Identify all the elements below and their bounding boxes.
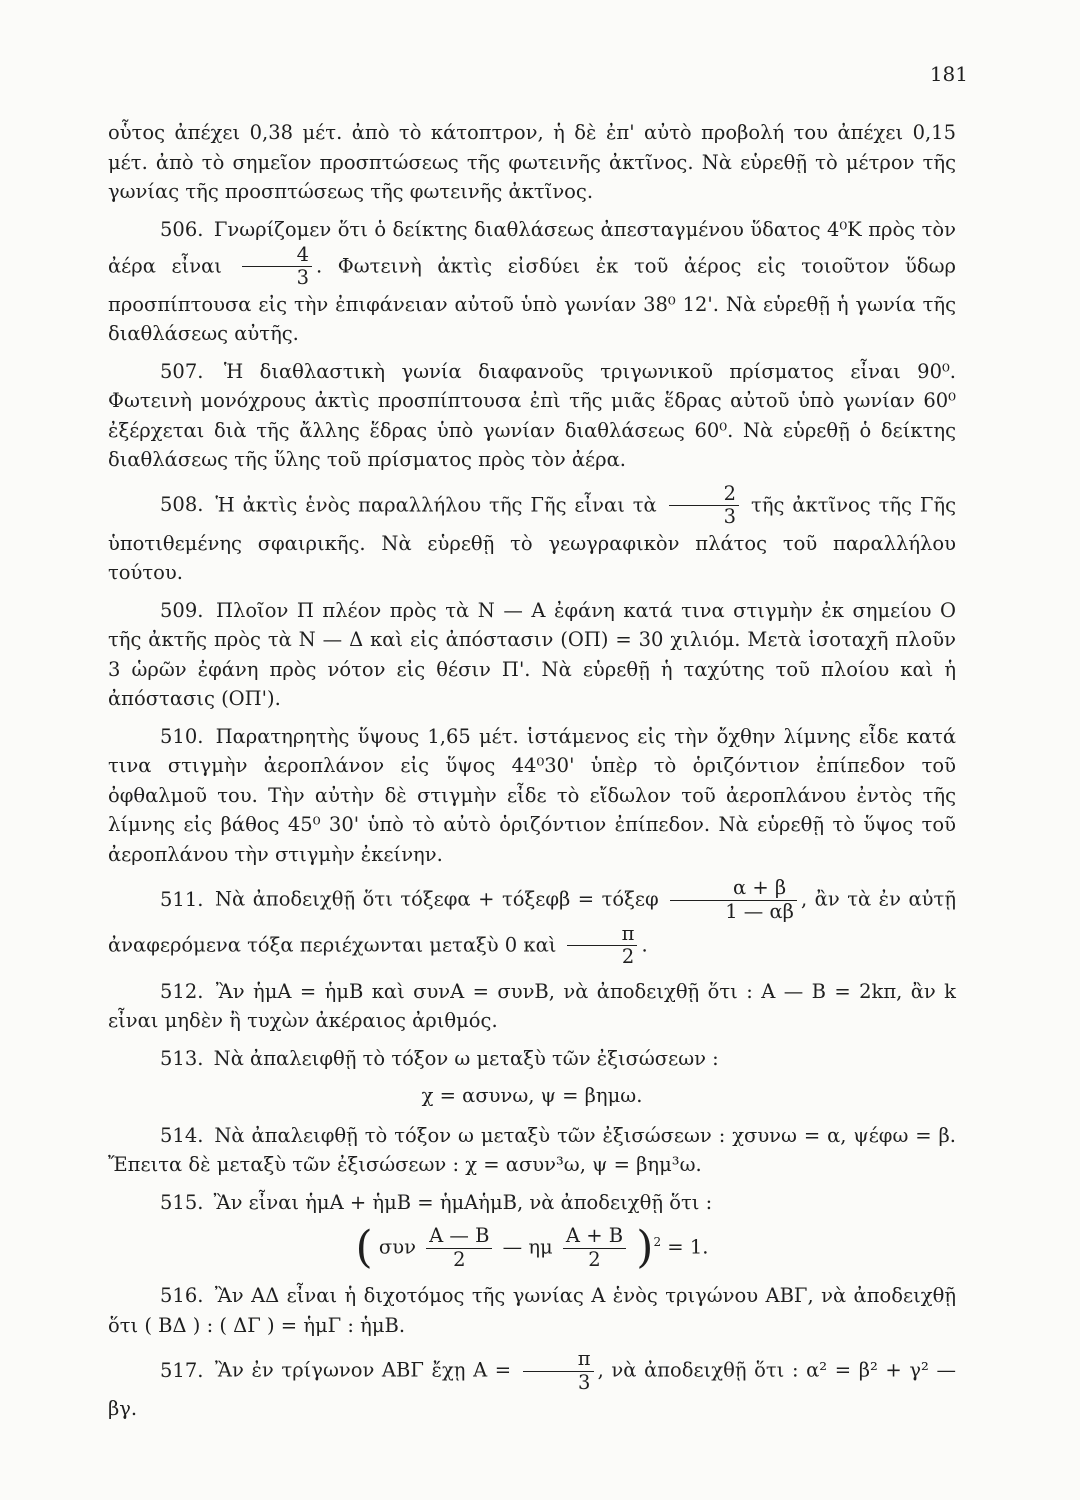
exercise-number: 507.	[160, 359, 204, 383]
exercise-text: Παρατηρητὴς ὕψους 1,65 μέτ. ἱστάμενος εἰς τὴν ὄχθην λίμνης εἶδε κατά τινα στιγμὴν ἀεροπλάνον εἰς ὕψος 44⁰30' ὑπὲρ τὸ ὁριζόντιον ἐπίπεδον τοῦ ὀφθαλμοῦ του. Τὴν αὐτὴν δὲ στιγμὴν εἶδε τὸ εἴδωλον τοῦ ἀεροπλάνου ἐντὸς τῆς λίμνης εἰς βάθος 45⁰ 30' ὑπὸ τὸ αὐτὸ ὁριζόντιον ἐπίπεδον. Νὰ εὑρεθῇ τὸ ὕψος τοῦ ἀεροπλάνου τὴν στιγμὴν ἐκείνην.	[108, 724, 956, 866]
exercise-515	[108, 1188, 956, 1218]
exercise-number: 514.	[160, 1123, 204, 1147]
exercise-text: Ἡ ἀκτὶς ἑνὸς παραλλήλου τῆς Γῆς εἶναι τὰ	[215, 493, 657, 517]
numerator: 2	[669, 483, 739, 506]
exercise-list	[108, 118, 956, 1432]
exercise-text: τῆς ἀκτῖνος τῆς Γῆς ὑποτιθεμένης σφαιρικῆς. Νὰ εὑρεθῇ τὸ γεωγραφικὸν πλάτος τοῦ παραλλήλου τούτου.	[108, 493, 957, 585]
exercise-507	[108, 357, 956, 475]
exercise-text: Νὰ ἀπαλειφθῇ τὸ τόξον ω μεταξὺ τῶν ἐξισώσεων :	[213, 1046, 719, 1070]
denominator: 3	[577, 1370, 591, 1394]
exercise-number: 512.	[160, 979, 204, 1003]
exercise-number: 517.	[160, 1358, 204, 1382]
numerator: Α — Β	[426, 1225, 492, 1248]
exercise-512	[108, 977, 956, 1036]
exercise-text: Ἂν ΑΔ εἶναι ἡ διχοτόμος τῆς γωνίας Α ἑνὸς τριγώνου ΑΒΓ, νὰ ἀποδειχθῇ ὅτι ( ΒΔ ) : ( ΔΓ ) = ἡμΓ : ἡμΒ.	[108, 1284, 956, 1337]
exercise-text: Ἂν εἶναι ἡμΑ + ἡμΒ = ἡμΑἡμΒ, νὰ ἀποδειχθῇ ὅτι :	[213, 1190, 713, 1214]
numerator: α + β	[670, 877, 797, 900]
equation-text: = 1.	[667, 1235, 709, 1259]
display-equation	[108, 1222, 956, 1274]
exercise-511	[108, 877, 956, 969]
equation-text: συν	[378, 1235, 416, 1259]
exercise-508	[108, 483, 956, 588]
fraction	[242, 244, 312, 290]
close-paren: )	[636, 1222, 654, 1274]
exercise-text: Πλοῖον Π πλέον πρὸς τὰ Ν — Α ἐφάνη κατά τινα στιγμὴν ἐκ σημείου Ο τῆς ἀκτῆς πρὸς τὰ Ν — Δ καὶ εἰς ἀπόστασιν (ΟΠ) = 30 χιλιόμ. Μετὰ ἰσοταχῆ πλοῦν 3 ὡρῶν ἐφάνη πρὸς νότον εἰς θέσιν Π'. Νὰ εὑρεθῇ ἡ ταχύτης τοῦ πλοίου καὶ ἡ ἀπόστασις (ΟΠ').	[108, 598, 956, 711]
exercise-text: , νὰ ἀποδειχθῇ ὅτι : α² = β² + γ² — βγ.	[108, 1358, 956, 1421]
exercise-513	[108, 1044, 956, 1074]
exercise-text: . Φωτεινὴ ἀκτὶς εἰσδύει ἐκ τοῦ ἀέρος εἰς τοιοῦτον ὕδωρ προσπίπτουσα εἰς τὴν ἐπιφάνειαν αὐτοῦ ὑπὸ γωνίαν 38⁰ 12'. Νὰ εὑρεθῇ ἡ γωνία τῆς διαθλάσεως αὐτῆς.	[108, 254, 956, 346]
numerator: 4	[242, 244, 312, 267]
denominator: 2	[588, 1247, 601, 1271]
exponent: 2	[653, 1235, 662, 1250]
denominator: 2	[453, 1247, 466, 1271]
exercise-text: Ἡ διαθλαστικὴ γωνία διαφανοῦς τριγωνικοῦ πρίσματος εἶναι 90⁰. Φωτεινὴ μονόχρους ἀκτὶς προσπίπτουσα ἐπὶ τῆς μιᾶς ἕδρας αὐτοῦ ὑπὸ γωνίαν 60⁰ ἐξέρχεται διὰ τῆς ἄλλης ἕδρας ὑπὸ γωνίαν διαθλάσεως 60⁰. Νὰ εὑρεθῇ ὁ δείκτης διαθλάσεως τῆς ὕλης τοῦ πρίσματος πρὸς τὸν ἀέρα.	[108, 359, 956, 472]
numerator: π	[567, 923, 638, 946]
fraction	[523, 1348, 594, 1394]
exercise-text: Νὰ ἀπαλειφθῇ τὸ τόξον ω μεταξὺ τῶν ἐξισώσεων : χσυνω = α, ψέφω = β. Ἔπειτα δὲ μεταξὺ τῶν ἐξισώσεων : χ = ασυν³ω, ψ = βημ³ω.	[108, 1123, 957, 1177]
exercise-517	[108, 1348, 956, 1423]
exercise-506	[108, 215, 956, 349]
fraction	[669, 483, 739, 529]
exercise-516	[108, 1281, 956, 1340]
exercise-text: Γνωρίζομεν ὅτι ὁ δείκτης διαθλάσεως ἀπεσταγμένου ὕδατος 4⁰Κ πρὸς τὸν ἀέρα εἶναι	[108, 217, 956, 278]
denominator: 2	[621, 945, 635, 969]
fraction	[670, 877, 797, 923]
fraction	[567, 923, 638, 969]
exercise-text: Ἂν ἡμΑ = ἡμΒ καὶ συνΑ = συνΒ, νὰ ἀποδειχθῇ ὅτι : Α — Β = 2kπ, ἂν k εἶναι μηδὲν ἢ τυχὼν ἀκέραιος ἀριθμός.	[108, 979, 956, 1033]
continued-paragraph: οὗτος ἀπέχει 0,38 μέτ. ἀπὸ τὸ κάτοπτρον, ἡ δὲ ἐπ' αὐτὸ προβολή του ἀπέχει 0,15 μέτ. ἀπὸ τὸ σημεῖον προσπτώσεως τῆς φωτεινῆς ἀκτῖνος. Νὰ εὑρεθῇ τὸ μέτρον τῆς γωνίας τῆς προσπτώσεως τῆς φωτεινῆς ἀκτῖνος.	[108, 121, 956, 203]
numerator: Α + Β	[563, 1225, 626, 1248]
exercise-509	[108, 596, 956, 714]
display-equation: χ = ασυνω, ψ = βημω.	[421, 1084, 643, 1108]
exercise-number: 511.	[160, 887, 204, 911]
exercise-text: Νὰ ἀποδειχθῇ ὅτι τόξεφα + τόξεφβ = τόξεφ	[214, 887, 659, 911]
fraction	[426, 1225, 492, 1271]
exercise-number: 509.	[160, 598, 204, 622]
denominator: 1 — αβ	[725, 899, 794, 923]
exercise-number: 513.	[160, 1046, 204, 1070]
exercise-number: 515.	[160, 1190, 204, 1214]
exercise-text: Ἂν ἐν τρίγωνον ΑΒΓ ἔχῃ Α =	[215, 1358, 512, 1382]
exercise-text: .	[641, 933, 648, 957]
denominator: 3	[723, 505, 737, 529]
exercise-number: 508.	[160, 493, 204, 517]
exercise-text: , ἂν τὰ ἐν αὐτῇ ἀναφερόμενα τόξα περιέχωνται μεταξὺ 0 καὶ	[108, 887, 957, 957]
numerator: π	[523, 1348, 594, 1371]
exercise-514	[108, 1121, 956, 1180]
page-number: 181	[929, 62, 968, 86]
equation-text: — ημ	[502, 1235, 553, 1259]
open-paren: (	[355, 1222, 373, 1274]
exercise-510	[108, 722, 956, 870]
exercise-number: 510.	[160, 724, 204, 748]
exercise-number: 516.	[160, 1284, 204, 1308]
exercise-number: 506.	[160, 217, 204, 241]
denominator: 3	[296, 266, 309, 290]
fraction	[563, 1225, 626, 1271]
